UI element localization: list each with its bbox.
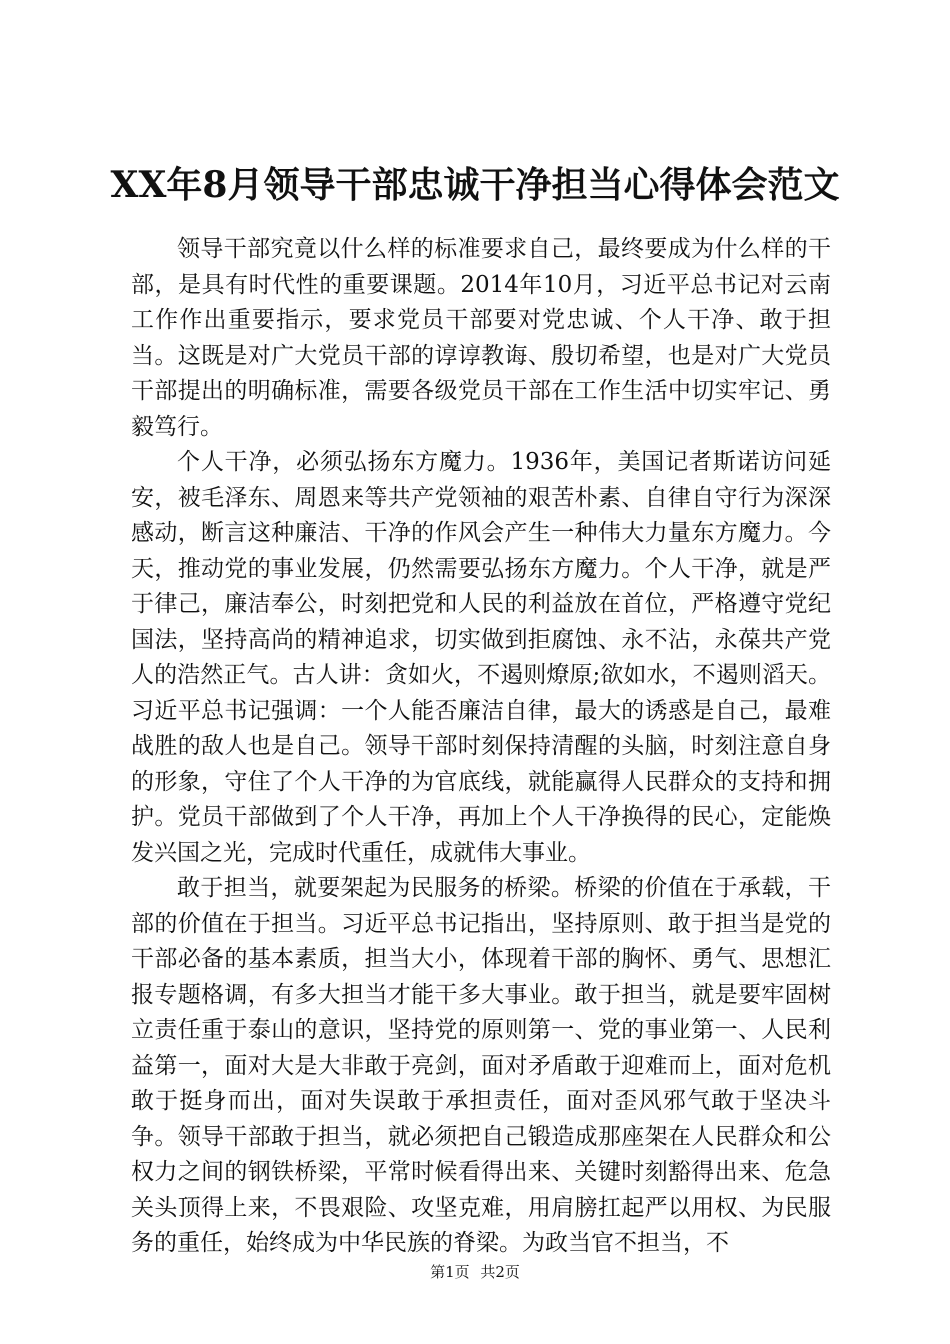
document-title: XX年8月领导干部忠诚干净担当心得体会范文 [110, 164, 840, 206]
page-footer [0, 1262, 950, 1282]
page-number-current: 第1页 [430, 1263, 470, 1281]
document-body [131, 232, 831, 1262]
page-number-total: 共2页 [480, 1263, 520, 1281]
paragraph-responsibility: 敢于担当，就要架起为民服务的桥梁。桥梁的价值在于承载，干部的价值在于担当。习近平总书记指出，坚持原则、敢于担当是党的干部必备的基本素质，担当大小，体现着干部的胸怀、勇气、思想汇报专题格调，有多大担当才能干多大事业。敢于担当，就是要牢固树立责任重于泰山的意识，坚持党的原则第一、党的事业第一、人民利益第一，面对大是大非敢于亮剑，面对矛盾敢于迎难而上，面对危机敢于挺身而出，面对失误敢于承担责任，面对歪风邪气敢于坚决斗争。领导干部敢于担当，就必须把自己锻造成那座架在人民群众和公权力之间的钢铁桥梁，平常时候看得出来、关键时刻豁得出来、危急关头顶得上来，不畏艰险、攻坚克难，用肩膀扛起严以用权、为民服务的重任，始终成为中华民族的脊梁。为政当官不担当，不 [131, 875, 831, 1256]
paragraph-intro: 领导干部究竟以什么样的标准要求自己，最终要成为什么样的干部，是具有时代性的重要课题。2014年10月，习近平总书记对云南工作作出重要指示，要求党员干部要对党忠诚、个人干净、敢于担当。这既是对广大党员干部的谆谆教诲、殷切希望，也是对广大党员干部提出的明确标准，需要各级党员干部在工作生活中切实牢记、勇毅笃行。 [131, 236, 831, 440]
paragraph-personal-integrity: 个人干净，必须弘扬东方魔力。1936年，美国记者斯诺访问延安，被毛泽东、周恩来等共产党领袖的艰苦朴素、自律自守行为深深感动，断言这种廉洁、干净的作风会产生一种伟大力量东方魔力。今天，推动党的事业发展，仍然需要弘扬东方魔力。个人干净，就是严于律己，廉洁奉公，时刻把党和人民的利益放在首位，严格遵守党纪国法，坚持高尚的精神追求，切实做到拒腐蚀、永不沾，永葆共产党人的浩然正气。古人讲：贪如火，不遏则燎原;欲如水，不遏则滔天。习近平总书记强调：一个人能否廉洁自律，最大的诱惑是自己，最难战胜的敌人也是自己。领导干部时刻保持清醒的头脑，时刻注意自身的形象，守住了个人干净的为官底线，就能赢得人民群众的支持和拥护。党员干部做到了个人干净，再加上个人干净换得的民心，定能焕发兴国之光，完成时代重任，成就伟大事业。 [131, 449, 831, 866]
